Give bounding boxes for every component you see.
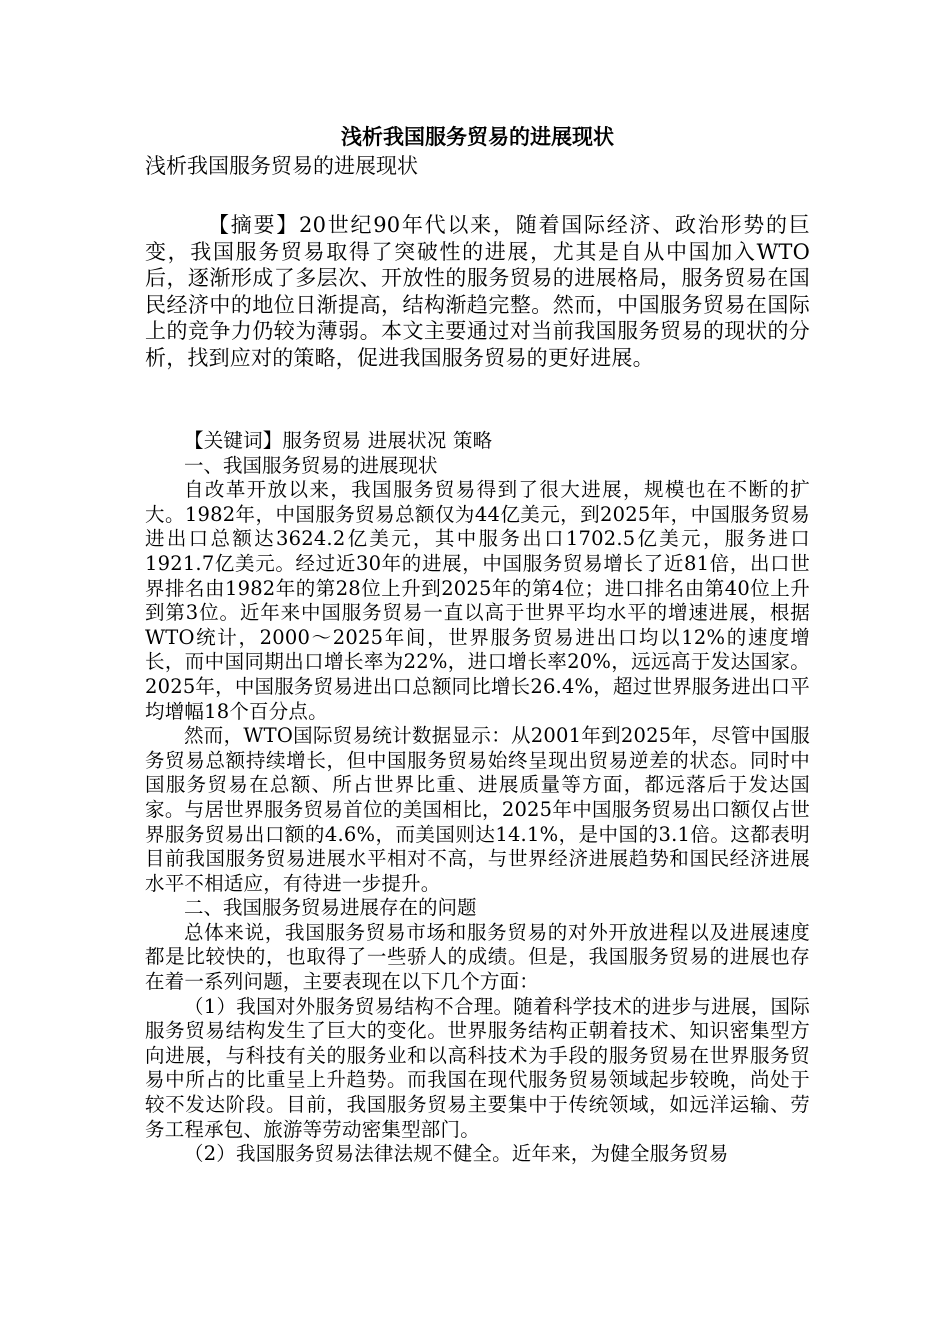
document-subtitle: 浅析我国服务贸易的进展现状 bbox=[145, 154, 418, 178]
document-page bbox=[145, 122, 810, 1167]
section-1-heading: 一、我国服务贸易的进展现状 bbox=[184, 453, 438, 477]
keywords-line: 【关键词】服务贸易 进展状况 策略 bbox=[184, 429, 493, 452]
document-title: 浅析我国服务贸易的进展现状 bbox=[341, 124, 614, 149]
section-2-item-2: （2）我国服务贸易法律法规不健全。近年来，为健全服务贸易 bbox=[184, 1142, 729, 1166]
abstract-paragraph: 【摘要】20世纪90年代以来，随着国际经济、政治形势的巨变，我国服务贸易取得了突破性的进展，尤其是自从中国加入WTO后，逐渐形成了多层次、开放性的服务贸易的进展格局，服务贸易在国民经济中的地位日渐提高，结构渐趋完整。然而，中国服务贸易在国际上的竞争力仍较为薄弱。本文主要通过对当前我国服务贸易的现状的分析，找到应对的策略，促进我国服务贸易的更好进展。 bbox=[145, 213, 810, 370]
section-1-paragraph-2: 然而，WTO国际贸易统计数据显示：从2001年到2025年，尽管中国服务贸易总额持续增长，但中国服务贸易始终呈现出贸易逆差的状态。同时中国服务贸易在总额、所占世界比重、进展质量等方面，都远落后于发达国家。与居世界服务贸易首位的美国相比，2025年中国服务贸易出口额仅占世界服务贸易出口额的4.6%，而美国则达14.1%，是中国的3.1倍。这都表明目前我国服务贸易进展水平相对不高，与世界经济进展趋势和国民经济进展水平不相适应，有待进一步提升。 bbox=[145, 724, 810, 895]
section-2-heading: 二、我国服务贸易进展存在的问题 bbox=[184, 896, 477, 920]
section-1-paragraph-1: 自改革开放以来，我国服务贸易得到了很大进展，规模也在不断的扩大。1982年，中国服务贸易总额仅为44亿美元，到2025年，中国服务贸易进出口总额达3624.2亿美元，其中服务出口1702.5亿美元，服务进口1921.7亿美元。经过近30年的进展，中国服务贸易增长了近81倍，出口世界排名由1982年的第28位上升到2025年的第4位；进口排名由第40位上升到第3位。近年来中国服务贸易一直以高于世界平均水平的增速进展，根据WTO统计，2000～2025年间，世界服务贸易进出口均以12%的速度增长，而中国同期出口增长率为22%，进口增长率20%，远远高于发达国家。2025年，中国服务贸易进出口总额同比增长26.4%，超过世界服务进出口平均增幅18个百分点。 bbox=[145, 478, 810, 723]
section-2-item-1: （1）我国对外服务贸易结构不合理。随着科学技术的进步与进展，国际服务贸易结构发生了巨大的变化。世界服务结构正朝着技术、知识密集型方向进展，与科技有关的服务业和以高科技术为手段的服务贸易在世界服务贸易中所占的比重呈上升趋势。而我国在现代服务贸易领域起步较晚，尚处于较不发达阶段。目前，我国服务贸易主要集中于传统领域，如远洋运输、劳务工程承包、旅游等劳动密集型部门。 bbox=[145, 994, 810, 1141]
section-2-paragraph-1: 总体来说，我国服务贸易市场和服务贸易的对外开放进程以及进展速度都是比较快的，也取得了一些骄人的成绩。但是，我国服务贸易的进展也存在着一系列问题，主要表现在以下几个方面： bbox=[145, 920, 810, 994]
